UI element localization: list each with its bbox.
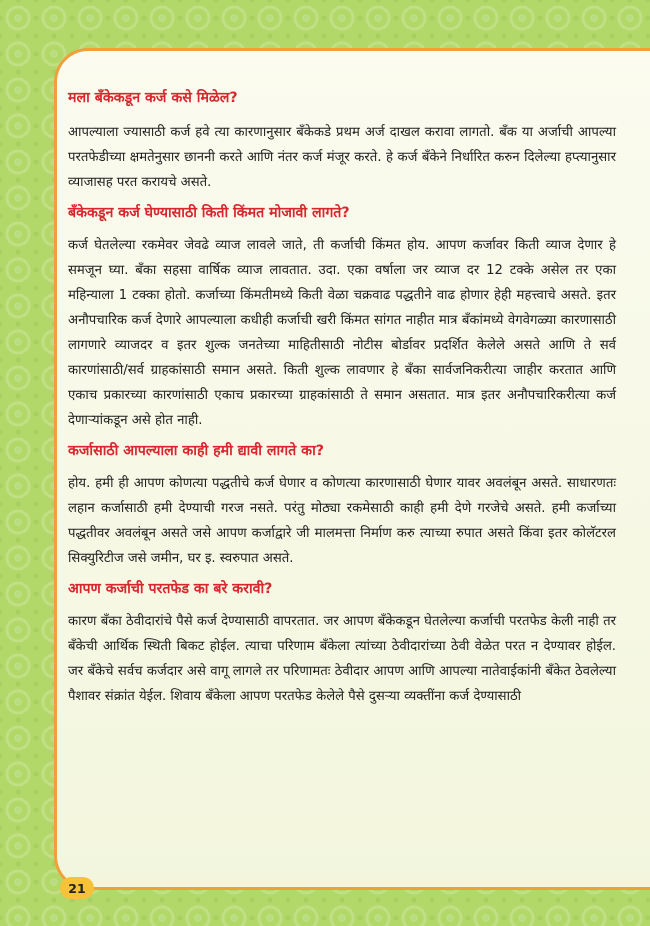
page-content: [68, 88, 616, 709]
section-heading: कर्जासाठी आपल्याला काही हमी द्यावी लागते का?: [68, 443, 324, 459]
section-heading: आपण कर्जाची परतफेड का बरे करावी?: [68, 581, 273, 597]
section-body: कारण बँका ठेवीदारांचे पैसे कर्ज देण्यासाठी वापरतात. जर आपण बँकेकडून घेतलेल्या कर्जाची परतफेड केली नाही तर बँकेची आर्थिक स्थिती बिकट होईल. त्याचा परिणाम बँकेला त्यांच्या ठेवीदारांच्या ठेवी वेळेत परत न देण्यावर होईल. जर बँकेचे सर्वच कर्जदार असे वागू लागले तर परिणामतः ठेवीदार आपण आणि आपल्या नातेवाईकांनी बँकेत ठेवलेल्या पैशावर संक्रांत येईल. शिवाय बँकेला आपण परतफेड केलेले पैसे दुसऱ्या व्यक्तींना कर्ज देण्यासाठी: [68, 614, 616, 704]
section-body: होय. हमी ही आपण कोणत्या पद्धतीचे कर्ज घेणार व कोणत्या कारणासाठी घेणार यावर अवलंबून असते. साधारणतः लहान कर्जासाठी हमी देण्याची गरज नसते. परंतु मोठ्या रकमेसाठी काही हमी देणे गरजेचे असते. हमी कर्जाच्या पद्धतीवर अवलंबून असते जसे आपण कर्जाद्वारे जी मालमत्ता निर्माण करु त्याच्या रुपात असते किंवा इतर कोलॅटरल सिक्युरिटीज जसे जमीन, घर इ. स्वरुपात असते.: [68, 476, 616, 566]
section-heading: मला बँकेकडून कर्ज कसे मिळेल?: [68, 90, 238, 106]
section-body: आपल्याला ज्यासाठी कर्ज हवे त्या कारणानुसार बँकेकडे प्रथम अर्ज दाखल करावा लागतो. बँक या अर्जाची आपल्या परतफेडीच्या क्षमतेनुसार छाननी करते आणि नंतर कर्ज मंजूर करते. हे कर्ज बँकेने निर्धारित करुन दिलेल्या हप्त्यानुसार व्याजासह परत करायचे असते.: [68, 125, 616, 190]
section-heading: बँकेकडून कर्ज घेण्यासाठी किती किंमत मोजावी लागते?: [68, 205, 350, 221]
section-body: कर्ज घेतलेल्या रकमेवर जेवढे व्याज लावले जाते, ती कर्जाची किंमत होय. आपण कर्जावर किती व्याज देणार हे समजून घ्या. बँका सहसा वार्षिक व्याज लावतात. उदा. एका वर्षाला जर व्याज दर 12 टक्के असेल तर एका महिन्याला 1 टक्का होतो. कर्जाच्या किंमतीमध्ये किती वेळा चक्रवाढ पद्धतीने वाढ होणार हेही महत्त्वाचे असते. इतर अनौपचारिक कर्ज देणारे आपल्याला कधीही कर्जाची खरी किंमत सांगत नाहीत मात्र बँकांमध्ये वेगवेगळ्या कारणासाठी लागणारे व्याजदर व इतर शुल्क जनतेच्या माहितीसाठी नोटीस बोर्डावर प्रदर्शित केलेले असते आणि ते सर्व कारणांसाठी/सर्व ग्राहकांसाठी समान असते. किती शुल्क लावणार हे बँका सार्वजनिकरीत्या जाहीर करतात आणि एकाच प्रकारच्या कारणांसाठी एकाच प्रकारच्या ग्राहकांसाठी ते समान असतात. मात्र इतर अनौपचारिकरीत्या कर्ज देणाऱ्यांकडून असे होत नाही.: [68, 238, 616, 428]
page-number-badge: 21: [60, 877, 94, 899]
